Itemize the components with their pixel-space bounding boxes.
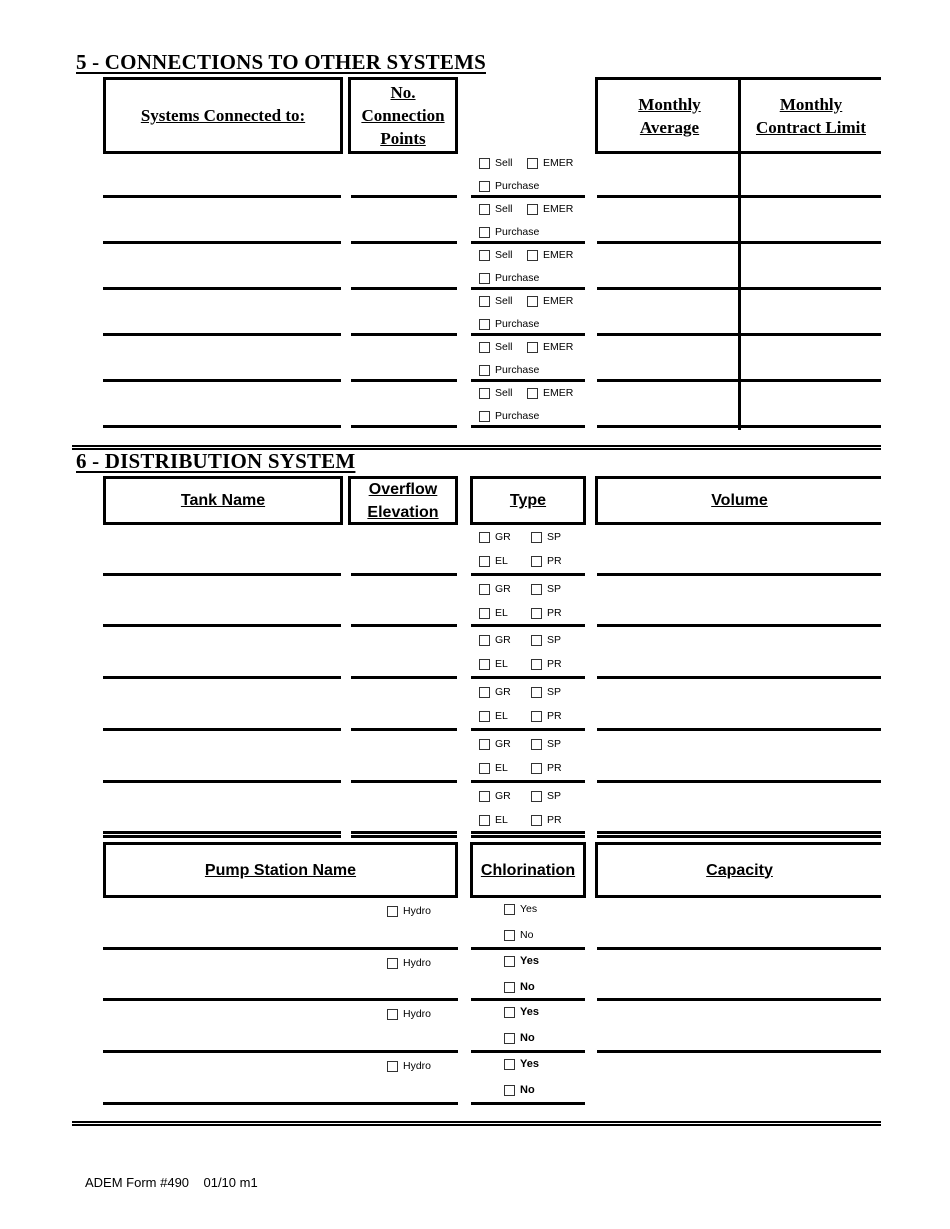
systems-connected-line — [103, 241, 341, 244]
type-sp-checkbox-label: SP — [547, 738, 562, 750]
type-gr-checkbox[interactable] — [479, 738, 511, 750]
type-pr-checkbox[interactable] — [531, 814, 562, 826]
emer-checkbox-label: EMER — [543, 203, 574, 215]
connection-points-line — [351, 195, 457, 198]
sell-checkbox-label: Sell — [495, 387, 513, 399]
volume-line — [597, 624, 881, 627]
checkbox-square[interactable] — [479, 342, 490, 353]
chlorination-line — [471, 1102, 585, 1105]
checkbox-square[interactable] — [479, 635, 490, 646]
header-overflow-elevation: Overflow Elevation — [348, 476, 458, 525]
type-sp-checkbox[interactable] — [531, 686, 561, 698]
checkbox-square[interactable] — [531, 584, 542, 595]
type-el-checkbox[interactable] — [479, 814, 508, 826]
type-line — [471, 241, 585, 244]
tank-name-line — [103, 676, 341, 679]
checkbox-square[interactable] — [504, 982, 515, 993]
overflow-elevation-line — [351, 676, 457, 679]
type-line — [471, 624, 585, 627]
type-sp-checkbox-label: SP — [547, 686, 562, 698]
sell-checkbox[interactable] — [479, 341, 513, 353]
checkbox-square[interactable] — [387, 1061, 398, 1072]
type-gr-checkbox[interactable] — [479, 531, 511, 543]
checkbox-square[interactable] — [531, 739, 542, 750]
type-pr-checkbox-label: PR — [547, 814, 562, 826]
type-pr-checkbox-label: PR — [547, 555, 562, 567]
checkbox-square[interactable] — [504, 930, 515, 941]
sell-checkbox-label: Sell — [495, 249, 513, 261]
volume-line — [597, 728, 881, 731]
checkbox-square[interactable] — [479, 687, 490, 698]
overflow-elevation-line — [351, 780, 457, 783]
header-systems-connected: Systems Connected to: — [103, 77, 343, 154]
checkbox-square[interactable] — [527, 158, 538, 169]
type-gr-checkbox[interactable] — [479, 790, 511, 802]
bottom-divider — [72, 1121, 881, 1126]
checkbox-square[interactable] — [504, 1033, 515, 1044]
sell-checkbox[interactable] — [479, 249, 513, 261]
type-el-checkbox-label: EL — [495, 762, 508, 774]
sell-checkbox-label: Sell — [495, 295, 513, 307]
hydro-checkbox-label: Hydro — [403, 957, 432, 969]
purchase-checkbox[interactable] — [479, 272, 539, 284]
chlorination-no-checkbox-label: No — [520, 1032, 535, 1044]
type-gr-checkbox-label: GR — [495, 686, 511, 698]
type-pr-checkbox[interactable] — [531, 607, 562, 619]
tank-name-line — [103, 624, 341, 627]
checkbox-square[interactable] — [479, 815, 490, 826]
checkbox-square[interactable] — [479, 411, 490, 422]
purchase-checkbox-label: Purchase — [495, 410, 540, 422]
emer-checkbox[interactable] — [527, 295, 573, 307]
type-line — [471, 379, 585, 382]
connection-points-line — [351, 333, 457, 336]
checkbox-square[interactable] — [387, 958, 398, 969]
type-sp-checkbox-label: SP — [547, 531, 562, 543]
chlorination-yes-checkbox-label: Yes — [520, 1058, 539, 1070]
type-gr-checkbox[interactable] — [479, 686, 511, 698]
sell-checkbox[interactable] — [479, 157, 513, 169]
tank-name-line — [103, 573, 341, 576]
systems-connected-line — [103, 425, 341, 428]
chlorination-line — [471, 1050, 585, 1053]
type-gr-checkbox-label: GR — [495, 634, 511, 646]
checkbox-square[interactable] — [479, 584, 490, 595]
tank-name-line — [103, 831, 341, 834]
hydro-checkbox-label: Hydro — [403, 1008, 432, 1020]
type-pr-checkbox-label: PR — [547, 710, 562, 722]
checkbox-square[interactable] — [479, 365, 490, 376]
emer-checkbox[interactable] — [527, 249, 573, 261]
emer-checkbox-label: EMER — [543, 249, 574, 261]
overflow-elevation-line — [351, 624, 457, 627]
header-tank-name: Tank Name — [103, 476, 343, 525]
sell-checkbox[interactable] — [479, 295, 513, 307]
section-6-title: 6 - DISTRIBUTION SYSTEM — [76, 449, 356, 473]
pump-station-line — [103, 947, 458, 950]
checkbox-square[interactable] — [387, 906, 398, 917]
checkbox-square[interactable] — [479, 181, 490, 192]
header-pump-station-name: Pump Station Name — [103, 842, 458, 898]
chlorination-line — [471, 947, 585, 950]
checkbox-square[interactable] — [479, 319, 490, 330]
checkbox-square[interactable] — [387, 1009, 398, 1020]
type-pr-checkbox-label: PR — [547, 658, 562, 670]
header-capacity: Capacity — [595, 842, 881, 898]
chlorination-no-checkbox[interactable] — [504, 929, 533, 941]
chlorination-yes-checkbox-label: Yes — [520, 955, 539, 967]
checkbox-square[interactable] — [479, 227, 490, 238]
systems-connected-line — [103, 287, 341, 290]
checkbox-square[interactable] — [479, 791, 490, 802]
type-sp-checkbox[interactable] — [531, 738, 561, 750]
checkbox-square[interactable] — [504, 956, 515, 967]
emer-checkbox-label: EMER — [543, 341, 574, 353]
systems-connected-line — [103, 333, 341, 336]
purchase-checkbox-label: Purchase — [495, 364, 540, 376]
type-pr-checkbox-label: PR — [547, 607, 562, 619]
type-line — [471, 676, 585, 679]
pump-station-line — [103, 998, 458, 1001]
purchase-checkbox-label: Purchase — [495, 318, 540, 330]
systems-connected-line — [103, 379, 341, 382]
capacity-line — [597, 1050, 881, 1053]
emer-checkbox[interactable] — [527, 341, 573, 353]
chlorination-yes-checkbox[interactable] — [504, 955, 539, 967]
capacity-line — [597, 998, 881, 1001]
section-5-title: 5 - CONNECTIONS TO OTHER SYSTEMS — [76, 50, 486, 74]
connection-points-line — [351, 241, 457, 244]
chlorination-yes-checkbox-label: Yes — [520, 1006, 539, 1018]
checkbox-square[interactable] — [531, 556, 542, 567]
chlorination-no-checkbox[interactable] — [504, 981, 535, 993]
type-el-checkbox-label: EL — [495, 555, 508, 567]
type-el-checkbox[interactable] — [479, 555, 508, 567]
form-footer: ADEM Form #490 01/10 m1 — [85, 1175, 258, 1190]
checkbox-square[interactable] — [527, 342, 538, 353]
checkbox-square[interactable] — [531, 608, 542, 619]
tank-name-line — [103, 780, 341, 783]
checkbox-square[interactable] — [504, 1059, 515, 1070]
checkbox-square[interactable] — [531, 687, 542, 698]
checkbox-square[interactable] — [479, 273, 490, 284]
checkbox-square[interactable] — [527, 296, 538, 307]
type-line — [471, 831, 585, 834]
sell-checkbox-label: Sell — [495, 157, 513, 169]
purchase-checkbox-label: Purchase — [495, 272, 540, 284]
type-line — [471, 573, 585, 576]
checkbox-square[interactable] — [479, 204, 490, 215]
header-monthly-contract-limit: Monthly Contract Limit — [738, 77, 881, 154]
hydro-checkbox-label: Hydro — [403, 1060, 432, 1072]
chlorination-no-checkbox-label: No — [520, 929, 534, 941]
volume-line — [597, 835, 881, 838]
purchase-checkbox[interactable] — [479, 364, 539, 376]
hydro-checkbox[interactable] — [387, 1060, 431, 1072]
type-line — [471, 835, 585, 838]
type-gr-checkbox[interactable] — [479, 634, 511, 646]
checkbox-square[interactable] — [479, 250, 490, 261]
type-gr-checkbox-label: GR — [495, 790, 511, 802]
chlorination-yes-checkbox[interactable] — [504, 1006, 539, 1018]
emer-checkbox-label: EMER — [543, 157, 574, 169]
type-line — [471, 287, 585, 290]
type-sp-checkbox[interactable] — [531, 531, 561, 543]
connection-points-line — [351, 379, 457, 382]
type-line — [471, 333, 585, 336]
header-no-connection-points: No. Connection Points — [348, 77, 458, 154]
checkbox-square[interactable] — [527, 388, 538, 399]
emer-checkbox-label: EMER — [543, 387, 574, 399]
type-gr-checkbox-label: GR — [495, 738, 511, 750]
sell-checkbox-label: Sell — [495, 341, 513, 353]
checkbox-square[interactable] — [479, 532, 490, 543]
type-pr-checkbox-label: PR — [547, 762, 562, 774]
checkbox-square[interactable] — [479, 763, 490, 774]
chlorination-line — [471, 998, 585, 1001]
type-el-checkbox-label: EL — [495, 607, 508, 619]
emer-checkbox[interactable] — [527, 203, 573, 215]
checkbox-square[interactable] — [531, 711, 542, 722]
checkbox-square[interactable] — [531, 635, 542, 646]
checkbox-square[interactable] — [527, 204, 538, 215]
type-el-checkbox[interactable] — [479, 710, 508, 722]
type-el-checkbox-label: EL — [495, 658, 508, 670]
connection-points-line — [351, 425, 457, 428]
pump-station-line — [103, 1050, 458, 1053]
tank-name-line — [103, 728, 341, 731]
checkbox-square[interactable] — [479, 659, 490, 670]
checkbox-square[interactable] — [479, 388, 490, 399]
checkbox-square[interactable] — [479, 608, 490, 619]
type-sp-checkbox-label: SP — [547, 634, 562, 646]
sell-checkbox[interactable] — [479, 387, 513, 399]
type-pr-checkbox[interactable] — [531, 555, 562, 567]
chlorination-no-checkbox[interactable] — [504, 1084, 535, 1096]
type-gr-checkbox-label: GR — [495, 583, 511, 595]
purchase-checkbox-label: Purchase — [495, 226, 540, 238]
chlorination-yes-checkbox[interactable] — [504, 1058, 539, 1070]
checkbox-square[interactable] — [531, 815, 542, 826]
volume-line — [597, 780, 881, 783]
type-pr-checkbox[interactable] — [531, 710, 562, 722]
purchase-checkbox[interactable] — [479, 180, 539, 192]
type-sp-checkbox-label: SP — [547, 583, 562, 595]
chlorination-no-checkbox[interactable] — [504, 1032, 535, 1044]
type-line — [471, 425, 585, 428]
type-el-checkbox[interactable] — [479, 607, 508, 619]
header-volume: Volume — [595, 476, 881, 525]
type-el-checkbox[interactable] — [479, 658, 508, 670]
emer-checkbox[interactable] — [527, 387, 573, 399]
overflow-elevation-line — [351, 728, 457, 731]
connection-points-line — [351, 287, 457, 290]
type-gr-checkbox-label: GR — [495, 531, 511, 543]
chlorination-no-checkbox-label: No — [520, 1084, 535, 1096]
type-sp-checkbox[interactable] — [531, 634, 561, 646]
emer-checkbox-label: EMER — [543, 295, 574, 307]
type-gr-checkbox[interactable] — [479, 583, 511, 595]
header-chlorination: Chlorination — [470, 842, 586, 898]
type-sp-checkbox[interactable] — [531, 790, 561, 802]
type-pr-checkbox[interactable] — [531, 762, 562, 774]
sell-checkbox-label: Sell — [495, 203, 513, 215]
checkbox-square[interactable] — [531, 763, 542, 774]
sell-checkbox[interactable] — [479, 203, 513, 215]
checkbox-square[interactable] — [479, 739, 490, 750]
header-monthly-average: Monthly Average — [595, 77, 741, 154]
chlorination-no-checkbox-label: No — [520, 981, 535, 993]
type-line — [471, 728, 585, 731]
purchase-checkbox[interactable] — [479, 318, 539, 330]
checkbox-square[interactable] — [531, 659, 542, 670]
checkbox-square[interactable] — [479, 711, 490, 722]
hydro-checkbox-label: Hydro — [403, 905, 432, 917]
capacity-line — [597, 947, 881, 950]
header-type: Type — [470, 476, 586, 525]
checkbox-square[interactable] — [479, 556, 490, 567]
volume-line — [597, 831, 881, 834]
hydro-checkbox[interactable] — [387, 957, 431, 969]
chlorination-yes-checkbox[interactable] — [504, 903, 537, 915]
volume-line — [597, 573, 881, 576]
overflow-elevation-line — [351, 835, 457, 838]
checkbox-square[interactable] — [504, 904, 515, 915]
checkbox-square[interactable] — [531, 791, 542, 802]
hydro-checkbox[interactable] — [387, 905, 431, 917]
pump-station-line — [103, 1102, 458, 1105]
type-sp-checkbox[interactable] — [531, 583, 561, 595]
systems-connected-line — [103, 195, 341, 198]
checkbox-square[interactable] — [527, 250, 538, 261]
type-line — [471, 780, 585, 783]
type-line — [471, 195, 585, 198]
hydro-checkbox[interactable] — [387, 1008, 431, 1020]
type-el-checkbox-label: EL — [495, 710, 508, 722]
checkbox-square[interactable] — [504, 1007, 515, 1018]
checkbox-square[interactable] — [479, 296, 490, 307]
purchase-checkbox[interactable] — [479, 226, 539, 238]
type-el-checkbox[interactable] — [479, 762, 508, 774]
emer-checkbox[interactable] — [527, 157, 573, 169]
volume-line — [597, 676, 881, 679]
tank-name-line — [103, 835, 341, 838]
type-sp-checkbox-label: SP — [547, 790, 562, 802]
overflow-elevation-line — [351, 831, 457, 834]
type-el-checkbox-label: EL — [495, 814, 508, 826]
checkbox-square[interactable] — [504, 1085, 515, 1096]
contract-column-divider — [738, 152, 741, 430]
purchase-checkbox[interactable] — [479, 410, 539, 422]
chlorination-yes-checkbox-label: Yes — [520, 903, 538, 915]
checkbox-square[interactable] — [531, 532, 542, 543]
checkbox-square[interactable] — [479, 158, 490, 169]
type-pr-checkbox[interactable] — [531, 658, 562, 670]
purchase-checkbox-label: Purchase — [495, 180, 540, 192]
overflow-elevation-line — [351, 573, 457, 576]
